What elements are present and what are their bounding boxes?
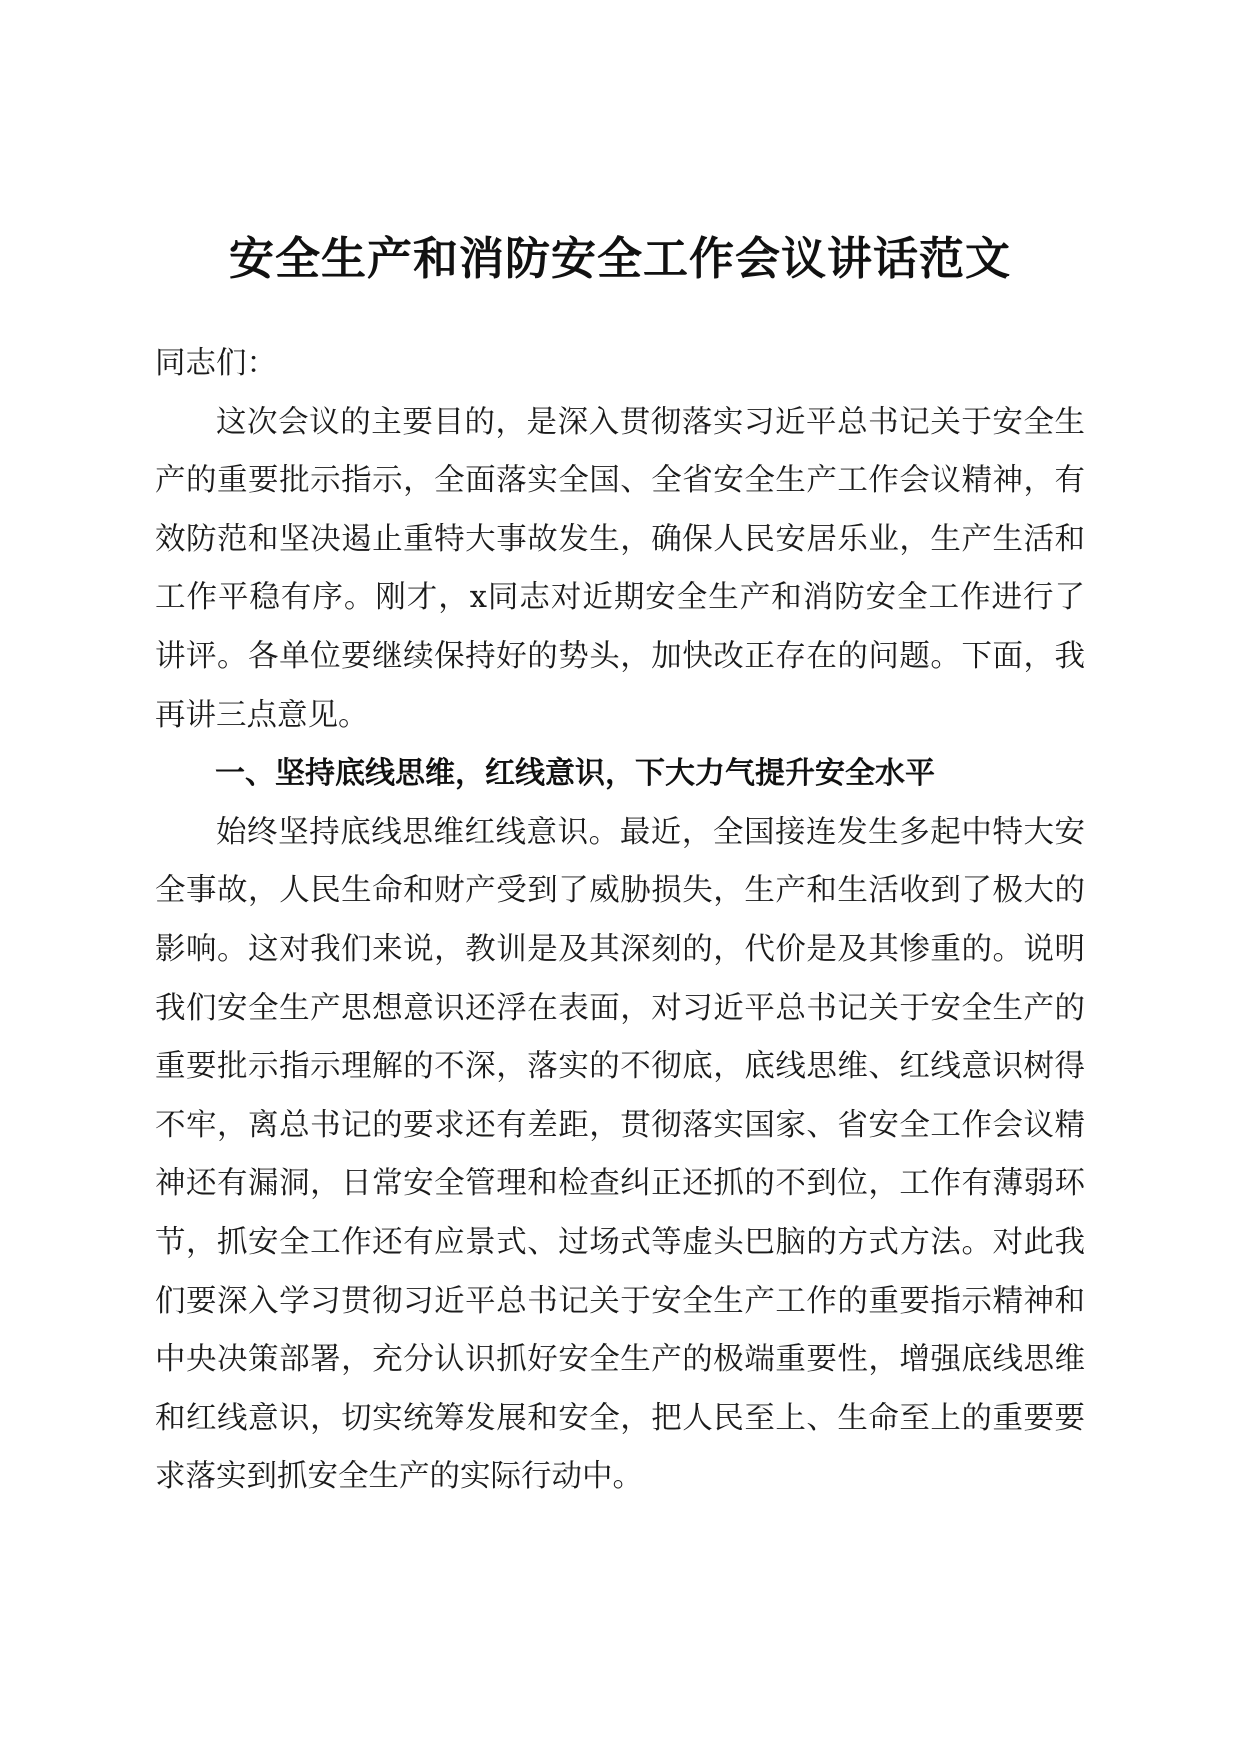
section-heading-1: 一、坚持底线思维，红线意识，下大力气提升安全水平 — [215, 756, 935, 792]
section-1-paragraph: 始终坚持底线思维红线意识。最近，全国接连发生多起中特大安全事故，人民生命和财产受到了威胁损失，生产和生活收到了极大的影响。这对我们来说，教训是及其深刻的，代价是及其惨重的。说明我们安全生产思想意识还浮在表面，对习近平总书记关于安全生产的重要批示指示理解的不深，落实的不彻底，底线思维、红线意识树得不牢，离总书记的要求还有差距，贯彻落实国家、省安全工作会议精神还有漏洞，日常安全管理和检查纠正还抓的不到位，工作有薄弱环节，抓安全工作还有应景式、过场式等虚头巴脑的方式方法。对此我们要深入学习贯彻习近平总书记关于安全生产工作的重要指示精神和中央决策部署，充分认识抓好安全生产的极端重要性，增强底线思维和红线意识，切实统筹发展和安全，把人民至上、生命至上的重要要求落实到抓安全生产的实际行动中。 — [155, 814, 1085, 1495]
salutation: 同志们： — [155, 346, 277, 381]
opening-paragraph: 这次会议的主要目的，是深入贯彻落实习近平总书记关于安全生产的重要批示指示，全面落实全国、全省安全生产工作会议精神，有效防范和坚决遏止重特大事故发生，确保人民安居乐业，生产生活和工作平稳有序。刚才，x同志对近期安全生产和消防安全工作进行了讲评。各单位要继续保持好的势头，加快改正存在的问题。下面，我再讲三点意见。 — [155, 404, 1085, 733]
document-body — [155, 335, 1085, 1507]
document-title: 安全生产和消防安全工作会议讲话范文 — [228, 232, 1011, 285]
